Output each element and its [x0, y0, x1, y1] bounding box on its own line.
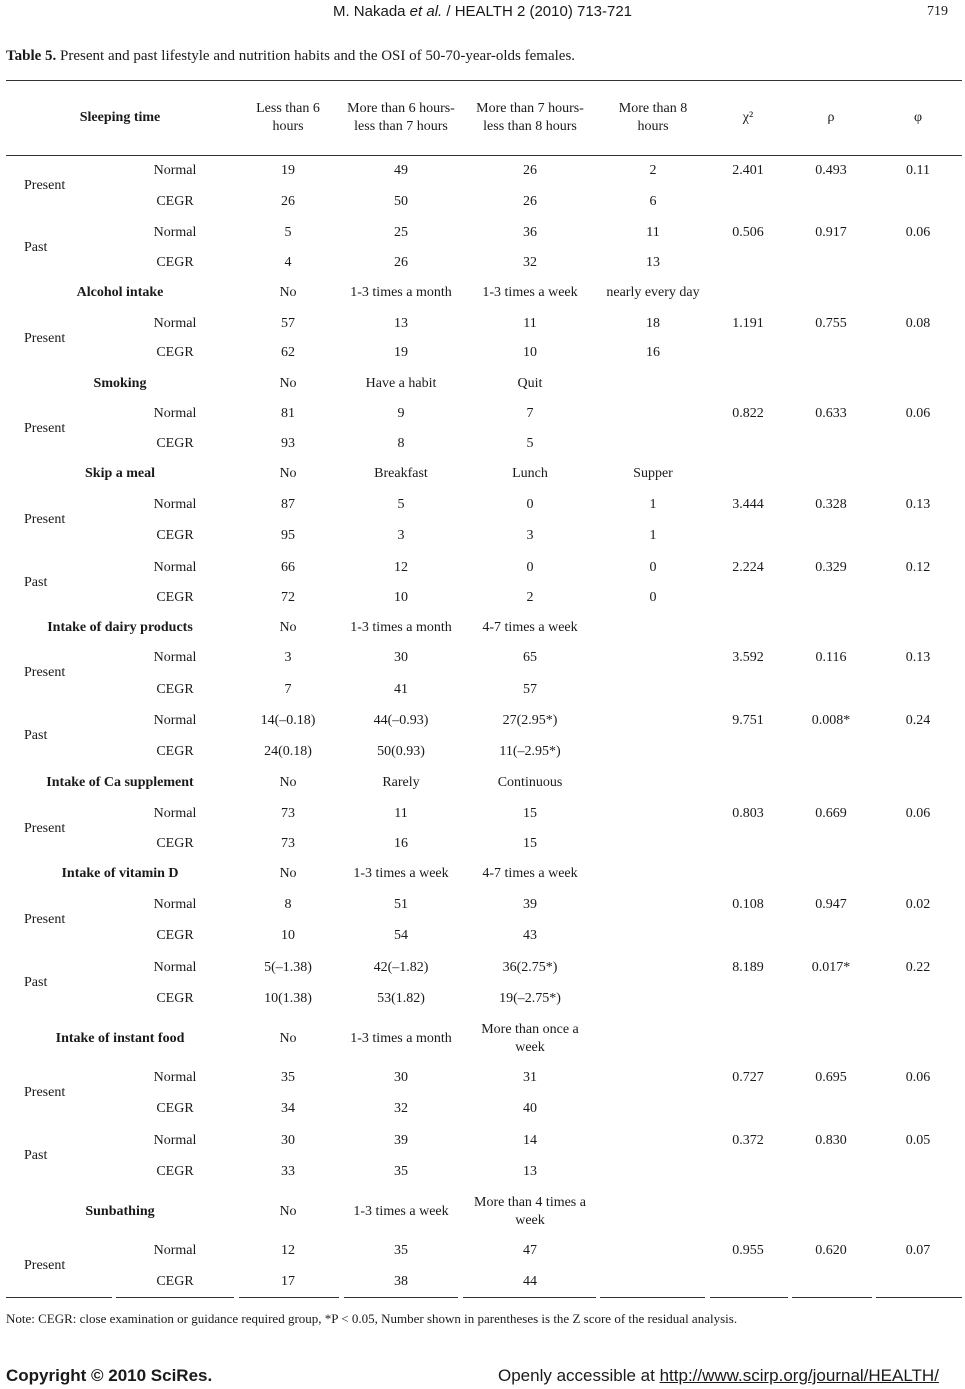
cell-c1: 73	[281, 806, 295, 821]
cell-c2: 50(0.93)	[377, 744, 425, 759]
cell-c1: 3	[284, 650, 292, 665]
period-label: Past	[24, 975, 48, 990]
cell-c3: 31	[523, 1070, 537, 1085]
group-label: CEGR	[156, 194, 194, 209]
cell-c3: 47	[523, 1243, 537, 1258]
cell-c3: 15	[523, 836, 537, 851]
cell-c2: 19	[394, 345, 408, 360]
cell-c3: 27(2.95*)	[502, 713, 558, 728]
cell-c3: 65	[523, 650, 537, 665]
group-label: CEGR	[156, 1101, 194, 1116]
cell-c2: 3	[397, 528, 405, 543]
cell-c3: 43	[523, 928, 537, 943]
cell-c2: 50	[394, 194, 408, 209]
cell-c2: 8	[397, 436, 405, 451]
cell-phi: 0.06	[905, 406, 931, 421]
table-bottom-rule	[239, 1297, 339, 1298]
cell-chi: 8.189	[732, 960, 764, 975]
section-category-c2: 1-3 times a week	[353, 1204, 449, 1219]
cell-chi: 0.108	[732, 897, 764, 912]
cell-c3: 13	[523, 1164, 537, 1179]
section-category-c1: No	[279, 1204, 297, 1219]
cell-c3: 0	[526, 497, 534, 512]
table-caption	[6, 48, 575, 65]
cell-c3: 44	[523, 1274, 537, 1289]
cell-c2: 35	[394, 1164, 408, 1179]
cell-c4: 11	[646, 225, 660, 240]
cell-rho: 0.830	[815, 1133, 847, 1148]
cell-c2: 32	[394, 1101, 408, 1116]
group-label: Normal	[153, 650, 197, 665]
cell-c3: 26	[523, 163, 537, 178]
group-label: CEGR	[156, 255, 194, 270]
section-category-c1: No	[279, 620, 297, 635]
cell-rho: 0.755	[815, 316, 847, 331]
group-label: CEGR	[156, 436, 194, 451]
cell-c2: 5	[397, 497, 405, 512]
cell-phi: 0.07	[905, 1243, 931, 1258]
table-bottom-rule	[600, 1297, 705, 1298]
cell-rho: 0.493	[815, 163, 847, 178]
section-category-c3: More than once a week	[481, 1022, 579, 1055]
header-cell-3: More than 7 hours-less than 8 hours	[476, 101, 584, 134]
section-category-c2: Rarely	[382, 775, 420, 790]
period-label: Present	[24, 821, 66, 836]
section-category-c1: No	[279, 376, 297, 391]
cell-rho: 0.329	[815, 560, 847, 575]
section-category-c2: 1-3 times a month	[350, 620, 452, 635]
group-label: Normal	[153, 406, 197, 421]
cell-c3: 7	[526, 406, 534, 421]
table-bottom-rule	[116, 1297, 234, 1298]
cell-chi: 9.751	[732, 713, 764, 728]
section-title: Alcohol intake	[76, 285, 164, 300]
cell-c2: 53(1.82)	[377, 991, 425, 1006]
cell-c1: 30	[281, 1133, 295, 1148]
cell-c4: 0	[649, 590, 657, 605]
cell-chi: 0.822	[732, 406, 764, 421]
cell-c2: 16	[394, 836, 408, 851]
section-title: Intake of vitamin D	[61, 866, 179, 881]
cell-c1: 72	[281, 590, 295, 605]
cell-c3: 36	[523, 225, 537, 240]
period-label: Past	[24, 1148, 48, 1163]
section-category-c2: 1-3 times a week	[353, 866, 449, 881]
cell-c2: 30	[394, 650, 408, 665]
cell-c3: 40	[523, 1101, 537, 1116]
cell-chi: 1.191	[732, 316, 764, 331]
cell-c2: 30	[394, 1070, 408, 1085]
table-caption-label: Table 5.	[6, 48, 57, 64]
section-category-c4: nearly every day	[606, 285, 700, 300]
cell-c3: 32	[523, 255, 537, 270]
table-top-rule	[6, 80, 962, 81]
cell-c3: 39	[523, 897, 537, 912]
section-title: Smoking	[93, 376, 147, 391]
cell-c3: 57	[523, 682, 537, 697]
group-label: Normal	[153, 713, 197, 728]
group-label: CEGR	[156, 1164, 194, 1179]
section-title: Intake of dairy products	[47, 620, 193, 635]
cell-phi: 0.06	[905, 225, 931, 240]
cell-chi: 3.592	[732, 650, 764, 665]
cell-phi: 0.02	[905, 897, 931, 912]
section-title: Intake of Ca supplement	[46, 775, 194, 790]
cell-c1: 7	[284, 682, 292, 697]
cell-c1: 66	[281, 560, 295, 575]
table-bottom-rule	[792, 1297, 872, 1298]
cell-chi: 2.401	[732, 163, 764, 178]
cell-c3: 10	[523, 345, 537, 360]
cell-c1: 73	[281, 836, 295, 851]
table-caption-text: Present and past lifestyle and nutrition habits and the OSI of 50-70-year-olds females.	[56, 48, 576, 64]
cell-chi: 0.727	[732, 1070, 764, 1085]
group-label: CEGR	[156, 1274, 194, 1289]
cell-chi: 0.803	[732, 806, 764, 821]
cell-c2: 35	[394, 1243, 408, 1258]
section-category-c2: 1-3 times a month	[350, 1031, 452, 1046]
cell-c1: 57	[281, 316, 295, 331]
cell-phi: 0.12	[905, 560, 931, 575]
cell-phi: 0.05	[905, 1133, 931, 1148]
section-category-c3: Lunch	[512, 466, 548, 481]
period-label: Present	[24, 421, 66, 436]
cell-c1: 33	[281, 1164, 295, 1179]
cell-c2: 10	[394, 590, 408, 605]
access-line: Openly accessible at http://www.scirp.org/journal/HEALTH/	[498, 1366, 939, 1385]
cell-c1: 93	[281, 436, 295, 451]
table-bottom-rule	[463, 1297, 596, 1298]
section-category-c3: 1-3 times a week	[482, 285, 578, 300]
cell-c1: 34	[281, 1101, 295, 1116]
cell-phi: 0.08	[905, 316, 931, 331]
cell-rho: 0.669	[815, 806, 847, 821]
section-category-c1: No	[279, 285, 297, 300]
group-label: Normal	[153, 316, 197, 331]
section-category-c3: 4-7 times a week	[482, 620, 578, 635]
cell-c1: 5	[284, 225, 292, 240]
cell-c1: 5(–1.38)	[264, 960, 312, 975]
section-category-c3: Continuous	[497, 775, 563, 790]
group-label: Normal	[153, 1243, 197, 1258]
cell-c4: 0	[649, 560, 657, 575]
cell-phi: 0.13	[905, 497, 931, 512]
cell-chi: 0.372	[732, 1133, 764, 1148]
header-cell-7: φ	[913, 110, 923, 125]
cell-c3: 2	[526, 590, 534, 605]
cell-c1: 17	[281, 1274, 295, 1289]
section-category-c2: Have a habit	[365, 376, 437, 391]
cell-c4: 13	[646, 255, 660, 270]
cell-c3: 15	[523, 806, 537, 821]
period-label: Present	[24, 1258, 66, 1273]
cell-c2: 49	[394, 163, 408, 178]
group-label: CEGR	[156, 991, 194, 1006]
cell-chi: 2.224	[732, 560, 764, 575]
group-label: Normal	[153, 497, 197, 512]
table-bottom-rule	[344, 1297, 458, 1298]
group-label: Normal	[153, 960, 197, 975]
page-number: 719	[927, 4, 948, 19]
cell-chi: 0.955	[732, 1243, 764, 1258]
section-title: Sunbathing	[85, 1204, 155, 1219]
cell-c2: 39	[394, 1133, 408, 1148]
section-title: Intake of instant food	[55, 1031, 185, 1046]
journal-url-link[interactable]: http://www.scirp.org/journal/HEALTH/	[659, 1366, 939, 1385]
cell-phi: 0.24	[905, 713, 931, 728]
section-title: Skip a meal	[84, 466, 156, 481]
period-label: Present	[24, 665, 66, 680]
cell-rho: 0.695	[815, 1070, 847, 1085]
header-cell-4: More than 8 hours	[618, 101, 688, 134]
cell-c2: 11	[394, 806, 408, 821]
group-label: CEGR	[156, 836, 194, 851]
period-label: Present	[24, 1085, 66, 1100]
cell-c3: 5	[526, 436, 534, 451]
cell-c4: 1	[649, 497, 657, 512]
cell-c1: 24(0.18)	[264, 744, 312, 759]
table-bottom-rule	[876, 1297, 962, 1298]
section-category-c4: Supper	[633, 466, 673, 481]
header-cell-5: χ²	[742, 110, 754, 125]
table-bottom-rule	[710, 1297, 788, 1298]
group-label: CEGR	[156, 744, 194, 759]
period-label: Present	[24, 178, 66, 193]
cell-c1: 26	[281, 194, 295, 209]
section-category-c1: No	[279, 466, 297, 481]
cell-c1: 81	[281, 406, 295, 421]
section-category-c1: No	[279, 775, 297, 790]
cell-rho: 0.917	[815, 225, 847, 240]
period-label: Present	[24, 512, 66, 527]
group-label: CEGR	[156, 928, 194, 943]
cell-c2: 25	[394, 225, 408, 240]
table-note: Note: CEGR: close examination or guidance required group, *P < 0.05, Number shown in parentheses is the Z score of the residual analysis.	[6, 1311, 738, 1326]
cell-c3: 14	[523, 1133, 537, 1148]
table-bottom-rule	[6, 1297, 112, 1298]
cell-c1: 95	[281, 528, 295, 543]
group-label: CEGR	[156, 682, 194, 697]
cell-c4: 16	[646, 345, 660, 360]
cell-c1: 19	[281, 163, 295, 178]
cell-c2: 38	[394, 1274, 408, 1289]
group-label: Normal	[153, 1133, 197, 1148]
cell-c2: 12	[394, 560, 408, 575]
cell-rho: 0.328	[815, 497, 847, 512]
cell-phi: 0.22	[905, 960, 931, 975]
cell-c3: 11	[523, 316, 537, 331]
header-cell-2: More than 6 hours-less than 7 hours	[347, 101, 455, 134]
cell-c1: 8	[284, 897, 292, 912]
group-label: CEGR	[156, 590, 194, 605]
cell-c4: 6	[649, 194, 657, 209]
section-category-c2: Breakfast	[374, 466, 428, 481]
section-category-c3: More than 4 times a week	[474, 1195, 586, 1228]
cell-rho: 0.008*	[811, 713, 851, 728]
cell-c2: 41	[394, 682, 408, 697]
period-label: Past	[24, 575, 48, 590]
cell-c4: 1	[649, 528, 657, 543]
section-category-c2: 1-3 times a month	[350, 285, 452, 300]
cell-c4: 2	[649, 163, 657, 178]
cell-rho: 0.633	[815, 406, 847, 421]
header-cell-6: ρ	[827, 110, 835, 125]
cell-c2: 42(–1.82)	[373, 960, 429, 975]
header-cell-0: Sleeping time	[79, 110, 161, 125]
copyright: Copyright © 2010 SciRes.	[6, 1366, 213, 1385]
section-category-c1: No	[279, 866, 297, 881]
group-label: Normal	[153, 897, 197, 912]
cell-c3: 36(2.75*)	[502, 960, 558, 975]
group-label: Normal	[153, 163, 197, 178]
group-label: Normal	[153, 1070, 197, 1085]
cell-chi: 3.444	[732, 497, 764, 512]
cell-c1: 12	[281, 1243, 295, 1258]
cell-c3: 0	[526, 560, 534, 575]
cell-phi: 0.13	[905, 650, 931, 665]
period-label: Past	[24, 240, 48, 255]
cell-phi: 0.06	[905, 1070, 931, 1085]
section-category-c1: No	[279, 1031, 297, 1046]
cell-c3: 3	[526, 528, 534, 543]
cell-rho: 0.116	[815, 650, 847, 665]
section-category-c3: Quit	[517, 376, 543, 391]
cell-c3: 19(–2.75*)	[499, 991, 561, 1006]
cell-c1: 62	[281, 345, 295, 360]
cell-c1: 4	[284, 255, 292, 270]
cell-c2: 54	[394, 928, 408, 943]
cell-rho: 0.017*	[811, 960, 851, 975]
running-head: M. Nakada et al. / HEALTH 2 (2010) 713-721	[332, 3, 633, 20]
cell-rho: 0.947	[815, 897, 847, 912]
cell-phi: 0.11	[906, 163, 930, 178]
cell-c4: 18	[646, 316, 660, 331]
period-label: Present	[24, 331, 66, 346]
cell-c2: 44(–0.93)	[373, 713, 429, 728]
cell-c2: 26	[394, 255, 408, 270]
header-cell-1: Less than 6 hours	[256, 101, 320, 134]
group-label: Normal	[153, 560, 197, 575]
cell-c2: 9	[397, 406, 405, 421]
cell-c1: 87	[281, 497, 295, 512]
cell-c2: 13	[394, 316, 408, 331]
group-label: Normal	[153, 225, 197, 240]
group-label: CEGR	[156, 528, 194, 543]
period-label: Present	[24, 912, 66, 927]
cell-c2: 51	[394, 897, 408, 912]
group-label: CEGR	[156, 345, 194, 360]
group-label: Normal	[153, 806, 197, 821]
cell-rho: 0.620	[815, 1243, 847, 1258]
table-header-rule	[6, 155, 962, 156]
cell-phi: 0.06	[905, 806, 931, 821]
cell-c3: 11(–2.95*)	[499, 744, 561, 759]
cell-c1: 10(1.38)	[264, 991, 312, 1006]
cell-c1: 10	[281, 928, 295, 943]
section-category-c3: 4-7 times a week	[482, 866, 578, 881]
period-label: Past	[24, 728, 48, 743]
cell-chi: 0.506	[732, 225, 764, 240]
cell-c3: 26	[523, 194, 537, 209]
cell-c1: 14(–0.18)	[260, 713, 316, 728]
cell-c1: 35	[281, 1070, 295, 1085]
